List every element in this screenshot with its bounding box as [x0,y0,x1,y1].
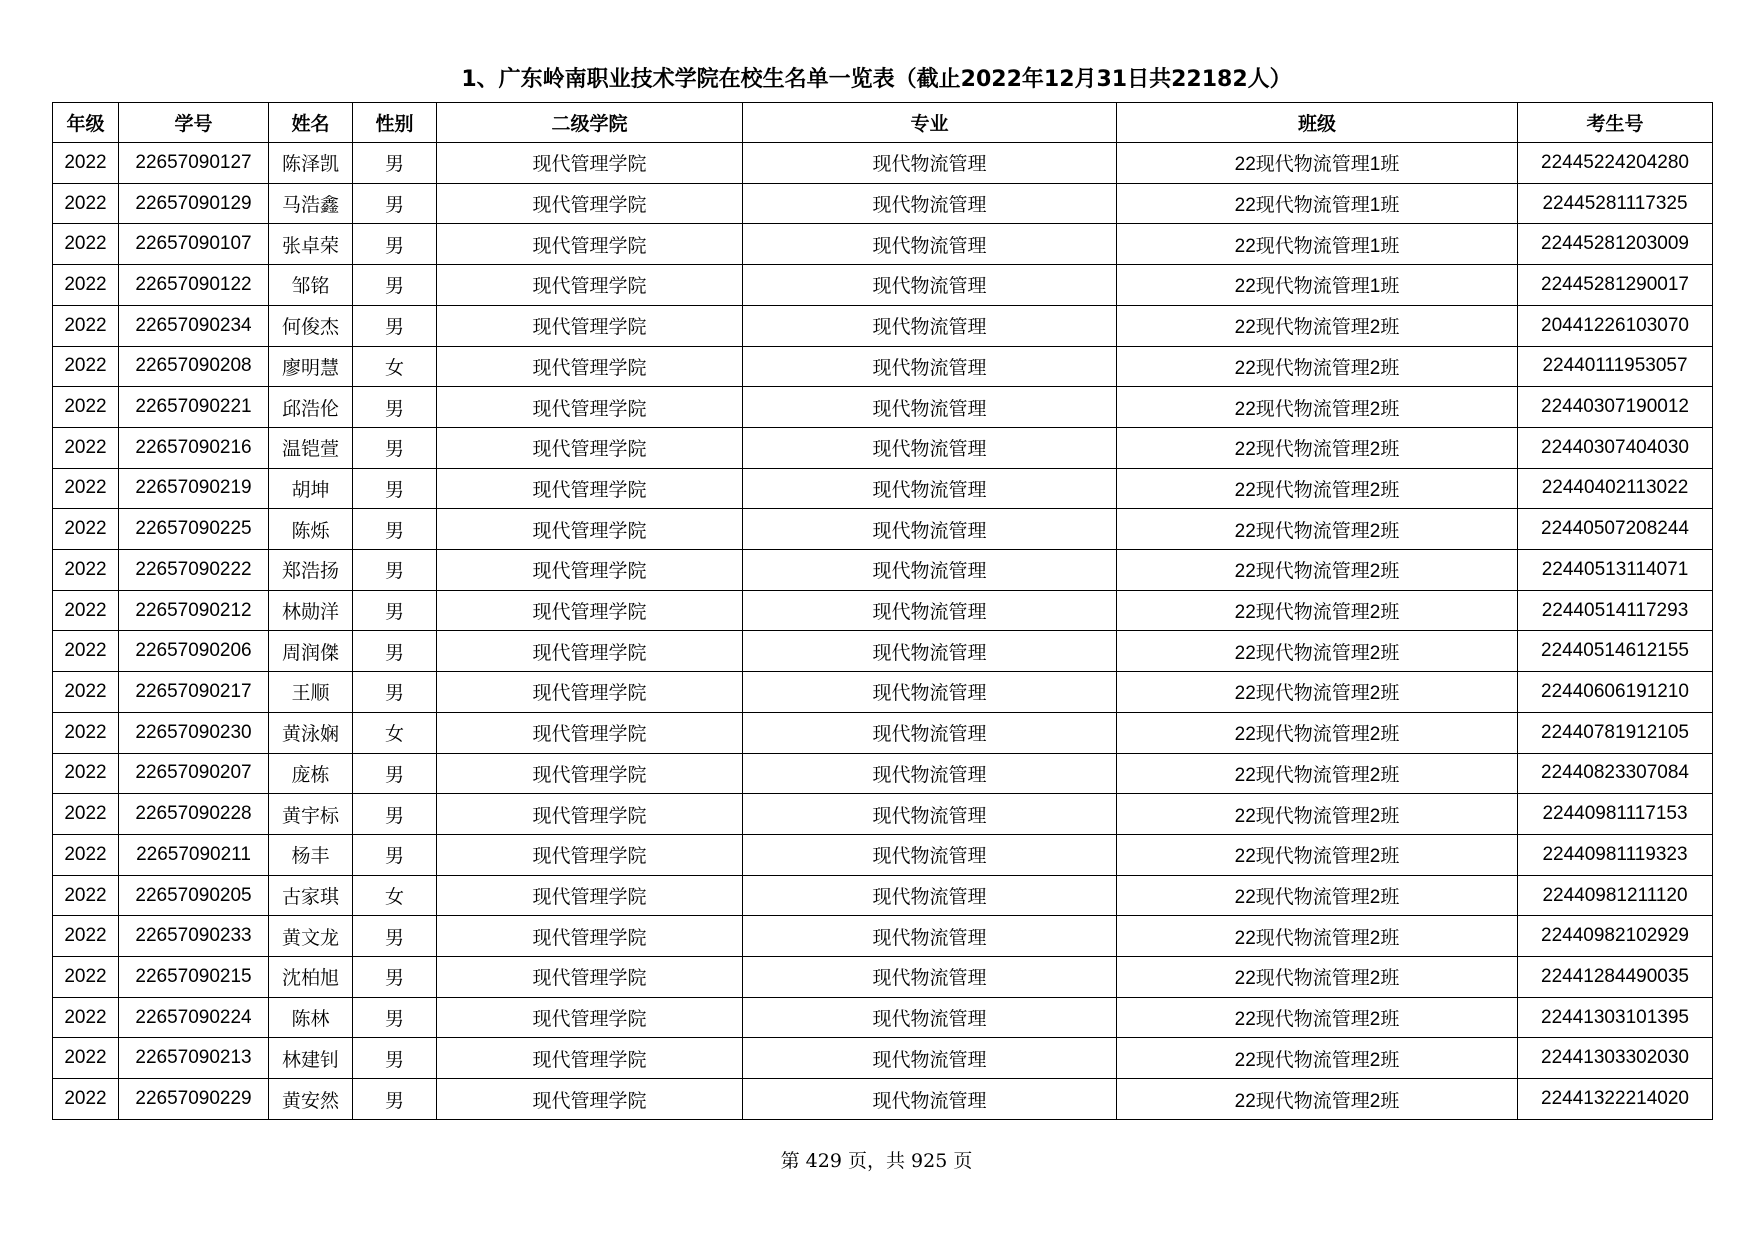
college-cell: 现代管理学院 [437,631,743,672]
name-cell: 廖明慧 [269,346,353,387]
exam-number-cell: 22440507208244 [1518,509,1713,550]
gender-cell: 女 [353,712,437,753]
name-cell: 杨丰 [269,834,353,875]
class-cell: 22现代物流管理2班 [1117,509,1518,550]
class-cell: 22现代物流管理2班 [1117,427,1518,468]
name-cell: 林勋洋 [269,590,353,631]
exam-number-cell: 22440111953057 [1518,346,1713,387]
student-id-cell: 22657090129 [119,183,269,224]
table-row [53,916,1713,957]
class-cell: 22现代物流管理2班 [1117,916,1518,957]
table-row [53,468,1713,509]
exam-number-cell: 22441303302030 [1518,1038,1713,1079]
major-cell: 现代物流管理 [743,550,1117,591]
class-cell: 22现代物流管理1班 [1117,265,1518,306]
grade-cell: 2022 [53,997,119,1038]
name-cell: 何俊杰 [269,305,353,346]
college-cell: 现代管理学院 [437,387,743,428]
name-cell: 黄文龙 [269,916,353,957]
major-cell: 现代物流管理 [743,875,1117,916]
student-id-cell: 22657090229 [119,1079,269,1120]
gender-cell: 男 [353,427,437,468]
major-cell: 现代物流管理 [743,468,1117,509]
table-row [53,346,1713,387]
exam-number-cell: 22440781912105 [1518,712,1713,753]
major-cell: 现代物流管理 [743,997,1117,1038]
student-id-cell: 22657090219 [119,468,269,509]
grade-cell: 2022 [53,265,119,306]
major-cell: 现代物流管理 [743,143,1117,184]
class-cell: 22现代物流管理2班 [1117,387,1518,428]
gender-cell: 男 [353,550,437,591]
major-cell: 现代物流管理 [743,224,1117,265]
student-id-cell: 22657090233 [119,916,269,957]
gender-cell: 男 [353,143,437,184]
college-cell: 现代管理学院 [437,753,743,794]
student-id-cell: 22657090107 [119,224,269,265]
college-cell: 现代管理学院 [437,997,743,1038]
table-row [53,753,1713,794]
page-footer: 第 429 页，共 925 页 [780,1150,973,1172]
exam-number-cell: 22441284490035 [1518,957,1713,998]
table-body [53,143,1713,1120]
class-cell: 22现代物流管理2班 [1117,550,1518,591]
exam-number-cell: 22445281203009 [1518,224,1713,265]
college-cell: 现代管理学院 [437,957,743,998]
gender-cell: 男 [353,590,437,631]
name-cell: 胡坤 [269,468,353,509]
table-row [53,305,1713,346]
exam-number-cell: 22440307190012 [1518,387,1713,428]
table-row [53,509,1713,550]
gender-cell: 男 [353,468,437,509]
exam-number-cell: 22440981119323 [1518,834,1713,875]
exam-number-cell: 22445224204280 [1518,143,1713,184]
col-header-name: 姓名 [269,103,353,143]
col-header-class: 班级 [1117,103,1518,143]
exam-number-cell: 22440514612155 [1518,631,1713,672]
col-header-grade: 年级 [53,103,119,143]
name-cell: 马浩鑫 [269,183,353,224]
gender-cell: 男 [353,265,437,306]
student-id-cell: 22657090211 [119,834,269,875]
grade-cell: 2022 [53,550,119,591]
grade-cell: 2022 [53,143,119,184]
class-cell: 22现代物流管理2班 [1117,712,1518,753]
class-cell: 22现代物流管理2班 [1117,834,1518,875]
major-cell: 现代物流管理 [743,305,1117,346]
major-cell: 现代物流管理 [743,1079,1117,1120]
col-header-exam-number: 考生号 [1518,103,1713,143]
table-row [53,672,1713,713]
student-id-cell: 22657090206 [119,631,269,672]
major-cell: 现代物流管理 [743,712,1117,753]
grade-cell: 2022 [53,875,119,916]
gender-cell: 男 [353,997,437,1038]
class-cell: 22现代物流管理2班 [1117,1038,1518,1079]
name-cell: 陈林 [269,997,353,1038]
grade-cell: 2022 [53,224,119,265]
class-cell: 22现代物流管理2班 [1117,794,1518,835]
table-row [53,550,1713,591]
exam-number-cell: 20441226103070 [1518,305,1713,346]
name-cell: 张卓荣 [269,224,353,265]
college-cell: 现代管理学院 [437,875,743,916]
table-row [53,590,1713,631]
class-cell: 22现代物流管理2班 [1117,672,1518,713]
name-cell: 古家琪 [269,875,353,916]
college-cell: 现代管理学院 [437,224,743,265]
exam-number-cell: 22441322214020 [1518,1079,1713,1120]
major-cell: 现代物流管理 [743,631,1117,672]
college-cell: 现代管理学院 [437,1038,743,1079]
gender-cell: 女 [353,875,437,916]
grade-cell: 2022 [53,1079,119,1120]
gender-cell: 男 [353,672,437,713]
table-row [53,224,1713,265]
student-id-cell: 22657090215 [119,957,269,998]
gender-cell: 男 [353,631,437,672]
exam-number-cell: 22445281290017 [1518,265,1713,306]
college-cell: 现代管理学院 [437,794,743,835]
class-cell: 22现代物流管理2班 [1117,875,1518,916]
gender-cell: 男 [353,183,437,224]
college-cell: 现代管理学院 [437,1079,743,1120]
major-cell: 现代物流管理 [743,183,1117,224]
major-cell: 现代物流管理 [743,916,1117,957]
student-id-cell: 22657090228 [119,794,269,835]
document-title: 1、广东岭南职业技术学院在校生名单一览表（截止2022年12月31日共22182人） [461,67,1292,92]
student-id-cell: 22657090207 [119,753,269,794]
table-row [53,712,1713,753]
student-id-cell: 22657090234 [119,305,269,346]
name-cell: 庞栋 [269,753,353,794]
class-cell: 22现代物流管理2班 [1117,1079,1518,1120]
name-cell: 郑浩扬 [269,550,353,591]
grade-cell: 2022 [53,305,119,346]
major-cell: 现代物流管理 [743,509,1117,550]
table-row [53,957,1713,998]
table-row [53,631,1713,672]
student-id-cell: 22657090208 [119,346,269,387]
student-id-cell: 22657090217 [119,672,269,713]
grade-cell: 2022 [53,753,119,794]
class-cell: 22现代物流管理2班 [1117,631,1518,672]
class-cell: 22现代物流管理1班 [1117,143,1518,184]
table-row [53,387,1713,428]
name-cell: 黄泳娴 [269,712,353,753]
gender-cell: 男 [353,916,437,957]
college-cell: 现代管理学院 [437,550,743,591]
class-cell: 22现代物流管理2班 [1117,753,1518,794]
major-cell: 现代物流管理 [743,346,1117,387]
name-cell: 林建钊 [269,1038,353,1079]
major-cell: 现代物流管理 [743,1038,1117,1079]
college-cell: 现代管理学院 [437,590,743,631]
table-row [53,1038,1713,1079]
grade-cell: 2022 [53,346,119,387]
col-header-student-id: 学号 [119,103,269,143]
student-id-cell: 22657090213 [119,1038,269,1079]
exam-number-cell: 22440513114071 [1518,550,1713,591]
name-cell: 沈柏旭 [269,957,353,998]
gender-cell: 男 [353,224,437,265]
class-cell: 22现代物流管理2班 [1117,346,1518,387]
name-cell: 邱浩伦 [269,387,353,428]
table-row [53,143,1713,184]
table-row [53,183,1713,224]
exam-number-cell: 22440981211120 [1518,875,1713,916]
major-cell: 现代物流管理 [743,753,1117,794]
gender-cell: 男 [353,834,437,875]
grade-cell: 2022 [53,468,119,509]
student-id-cell: 22657090225 [119,509,269,550]
exam-number-cell: 22445281117325 [1518,183,1713,224]
class-cell: 22现代物流管理1班 [1117,224,1518,265]
grade-cell: 2022 [53,183,119,224]
major-cell: 现代物流管理 [743,387,1117,428]
grade-cell: 2022 [53,672,119,713]
exam-number-cell: 22440307404030 [1518,427,1713,468]
grade-cell: 2022 [53,427,119,468]
grade-cell: 2022 [53,794,119,835]
exam-number-cell: 22440823307084 [1518,753,1713,794]
major-cell: 现代物流管理 [743,794,1117,835]
major-cell: 现代物流管理 [743,957,1117,998]
table-row [53,794,1713,835]
col-header-college: 二级学院 [437,103,743,143]
name-cell: 周润傑 [269,631,353,672]
exam-number-cell: 22440982102929 [1518,916,1713,957]
college-cell: 现代管理学院 [437,712,743,753]
class-cell: 22现代物流管理2班 [1117,590,1518,631]
gender-cell: 男 [353,305,437,346]
name-cell: 温铠萱 [269,427,353,468]
college-cell: 现代管理学院 [437,346,743,387]
college-cell: 现代管理学院 [437,509,743,550]
college-cell: 现代管理学院 [437,834,743,875]
exam-number-cell: 22440981117153 [1518,794,1713,835]
gender-cell: 男 [353,509,437,550]
student-id-cell: 22657090222 [119,550,269,591]
table-row [53,997,1713,1038]
student-id-cell: 22657090221 [119,387,269,428]
col-header-gender: 性别 [353,103,437,143]
student-table [52,102,1713,1120]
grade-cell: 2022 [53,387,119,428]
gender-cell: 男 [353,957,437,998]
student-id-cell: 22657090122 [119,265,269,306]
grade-cell: 2022 [53,712,119,753]
student-id-cell: 22657090224 [119,997,269,1038]
major-cell: 现代物流管理 [743,427,1117,468]
grade-cell: 2022 [53,509,119,550]
student-id-cell: 22657090216 [119,427,269,468]
name-cell: 黄安然 [269,1079,353,1120]
student-id-cell: 22657090230 [119,712,269,753]
grade-cell: 2022 [53,916,119,957]
gender-cell: 男 [353,1079,437,1120]
major-cell: 现代物流管理 [743,672,1117,713]
grade-cell: 2022 [53,590,119,631]
class-cell: 22现代物流管理2班 [1117,957,1518,998]
class-cell: 22现代物流管理2班 [1117,997,1518,1038]
college-cell: 现代管理学院 [437,183,743,224]
college-cell: 现代管理学院 [437,265,743,306]
table-row [53,1079,1713,1120]
exam-number-cell: 22440606191210 [1518,672,1713,713]
gender-cell: 男 [353,387,437,428]
name-cell: 黄宇标 [269,794,353,835]
gender-cell: 男 [353,1038,437,1079]
name-cell: 王顺 [269,672,353,713]
name-cell: 陈泽凯 [269,143,353,184]
class-cell: 22现代物流管理1班 [1117,183,1518,224]
major-cell: 现代物流管理 [743,834,1117,875]
college-cell: 现代管理学院 [437,916,743,957]
student-id-cell: 22657090205 [119,875,269,916]
exam-number-cell: 22440514117293 [1518,590,1713,631]
table-row [53,834,1713,875]
college-cell: 现代管理学院 [437,468,743,509]
table-row [53,427,1713,468]
grade-cell: 2022 [53,1038,119,1079]
college-cell: 现代管理学院 [437,672,743,713]
table-row [53,875,1713,916]
header-row [53,103,1713,143]
college-cell: 现代管理学院 [437,305,743,346]
class-cell: 22现代物流管理2班 [1117,468,1518,509]
major-cell: 现代物流管理 [743,265,1117,306]
name-cell: 邹铭 [269,265,353,306]
student-id-cell: 22657090212 [119,590,269,631]
grade-cell: 2022 [53,631,119,672]
class-cell: 22现代物流管理2班 [1117,305,1518,346]
student-id-cell: 22657090127 [119,143,269,184]
grade-cell: 2022 [53,957,119,998]
grade-cell: 2022 [53,834,119,875]
col-header-major: 专业 [743,103,1117,143]
table-row [53,265,1713,306]
major-cell: 现代物流管理 [743,590,1117,631]
gender-cell: 男 [353,794,437,835]
exam-number-cell: 22441303101395 [1518,997,1713,1038]
gender-cell: 女 [353,346,437,387]
college-cell: 现代管理学院 [437,143,743,184]
college-cell: 现代管理学院 [437,427,743,468]
gender-cell: 男 [353,753,437,794]
exam-number-cell: 22440402113022 [1518,468,1713,509]
name-cell: 陈烁 [269,509,353,550]
